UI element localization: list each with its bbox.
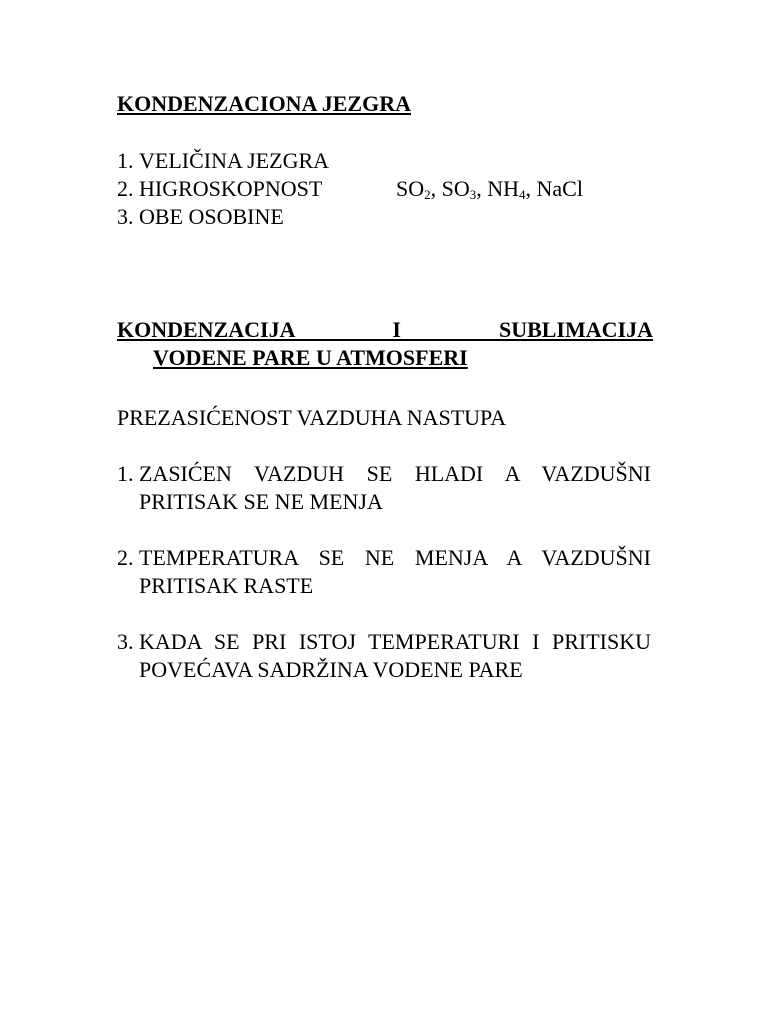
item-text: KADA SE PRI ISTOJ TEMPERATURI I PRITISKU POVEĆAVA SADRŽINA VODENE PARE	[139, 629, 651, 682]
so3-formula: $SO_3$	[441, 176, 477, 202]
list-item	[117, 460, 651, 516]
item-number: 2.	[117, 545, 134, 570]
item-text: OBE OSOBINE	[139, 204, 284, 229]
so2-formula: $SO_2$	[396, 176, 431, 202]
section2-intro: PREZASIĆENOST VAZDUHA NASTUPA	[117, 405, 507, 430]
item-text: HIGROSKOPNOST	[139, 176, 323, 201]
nh4-formula: $NH_4$	[487, 176, 526, 202]
item-number: 3.	[117, 629, 134, 654]
item-text: ZASIĆEN VAZDUH SE HLADI A VAZDUŠNI PRITISAK SE NE MENJA	[139, 461, 651, 514]
list-item	[117, 544, 651, 600]
item-number: 2.	[117, 176, 134, 201]
section1-heading: KONDENZACIONA JEZGRA	[117, 91, 411, 116]
nacl-formula: NaCl	[536, 176, 583, 201]
list-item	[117, 147, 651, 175]
section2-heading-line2: VODENE PARE U ATMOSFERI	[153, 345, 468, 370]
item-text: TEMPERATURA SE NE MENJA A VAZDUŠNI PRITISAK RASTE	[139, 545, 651, 598]
list-item	[117, 628, 651, 684]
section2-heading-line1: KONDENZACIJA I SUBLIMACIJA	[117, 317, 653, 342]
item-number: 1.	[117, 461, 134, 486]
chemical-formulas: $SO_2$, $SO_3$, $NH_4$, NaCl	[396, 176, 583, 202]
item-number: 1.	[117, 148, 134, 173]
item-text: VELIČINA JEZGRA	[139, 148, 330, 173]
item-number: 3.	[117, 204, 134, 229]
list-item	[117, 203, 651, 231]
section2-heading	[117, 316, 653, 372]
